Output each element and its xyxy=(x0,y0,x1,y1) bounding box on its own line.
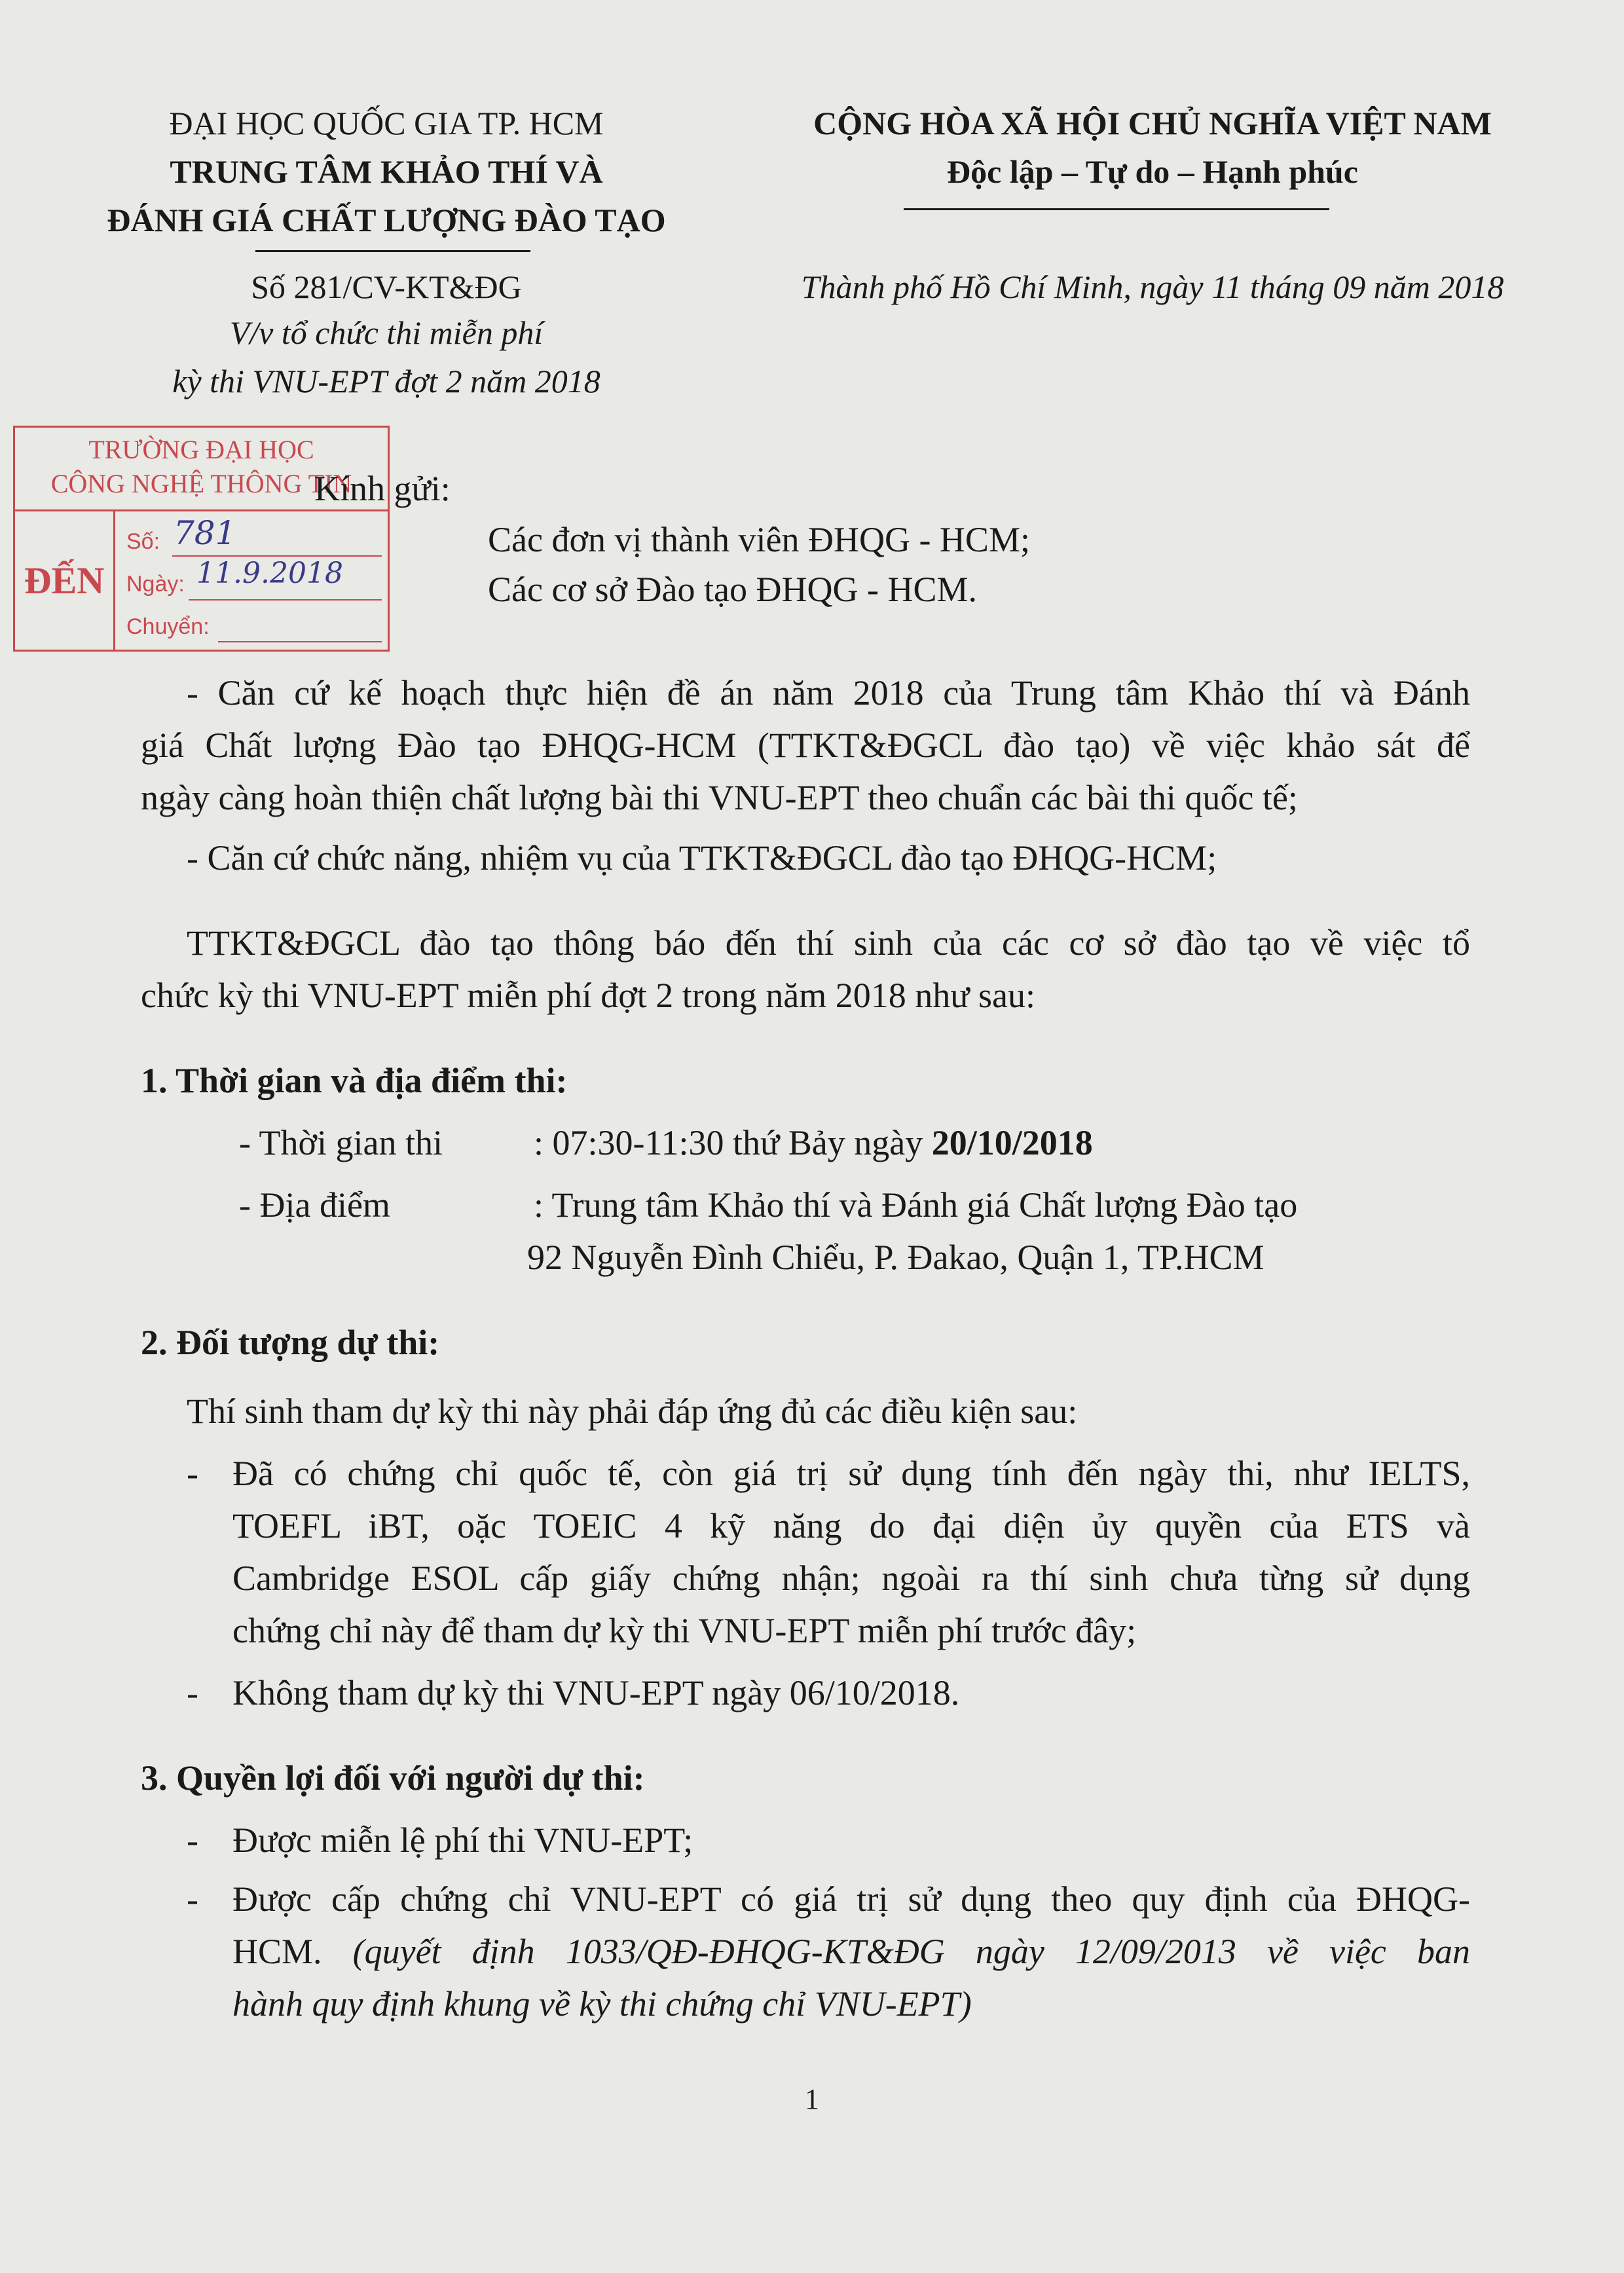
date-line: Thành phố Hồ Chí Minh, ngày 11 tháng 09 năm 2018 xyxy=(801,268,1504,305)
condition-2: Không tham dự kỳ thi VNU-EPT ngày 06/10/2018. xyxy=(232,1673,960,1712)
right-2-decision-ref: (quyết định 1033/QĐ-ĐHQG-KT&ĐG ngày 12/09/2013 về việc ban xyxy=(352,1932,1470,1971)
exam-time-label: - Thời gian thi xyxy=(239,1123,443,1162)
header-right-rule xyxy=(904,208,1329,210)
right-2-line2 xyxy=(232,1925,1470,1978)
basis-2: - Căn cứ chức năng, nhiệm vụ của TTKT&ĐGCL đào tạo ĐHQG-HCM; xyxy=(187,838,1217,878)
recipients-label: Kính gửi: xyxy=(314,469,451,508)
condition-1-line2: TOEFL iBT, oặc TOEIC 4 kỹ năng do đại diện ủy quyền của ETS và xyxy=(232,1506,1470,1545)
condition-1-dash: - xyxy=(187,1454,198,1493)
country-name: CỘNG HÒA XÃ HỘI CHỦ NGHĨA VIỆT NAM xyxy=(813,105,1492,141)
university-name: ĐẠI HỌC QUỐC GIA TP. HCM xyxy=(169,105,604,141)
center-name-line2: ĐÁNH GIÁ CHẤT LƯỢNG ĐÀO TẠO xyxy=(107,202,666,238)
stamp-chuyen-label: Chuyển: xyxy=(126,614,210,639)
intro-line1: TTKT&ĐGCL đào tạo thông báo đến thí sinh của các cơ sở đào tạo về việc tổ xyxy=(187,923,1470,963)
right-2-hcm: HCM. xyxy=(232,1932,353,1971)
stamp-ngay-underline xyxy=(189,599,382,601)
condition-1-line1: Đã có chứng chỉ quốc tế, còn giá trị sử dụng tính đến ngày thi, như IELTS, xyxy=(232,1454,1470,1493)
subject-line1: V/v tổ chức thi miễn phí xyxy=(229,314,544,351)
stamp-vertical-divider xyxy=(113,511,115,650)
stamp-chuyen-underline xyxy=(218,641,382,642)
basis-1-line3: ngày càng hoàn thiện chất lượng bài thi VNU-EPT theo chuẩn các bài thi quốc tế; xyxy=(141,778,1298,817)
exam-date: 20/10/2018 xyxy=(931,1123,1093,1162)
exam-time-text: : 07:30-11:30 thứ Bảy ngày xyxy=(534,1123,932,1162)
right-2-line3: hành quy định khung về kỳ thi chứng chỉ VNU-EPT) xyxy=(232,1984,972,2024)
stamp-ngay-handwritten: 11.9.2018 xyxy=(196,557,343,590)
recipient-1: Các đơn vị thành viên ĐHQG - HCM; xyxy=(488,520,1030,559)
basis-1-line1: - Căn cứ kế hoạch thực hiện đề án năm 2018 của Trung tâm Khảo thí và Đánh xyxy=(187,673,1470,712)
section3-title: 3. Quyền lợi đối với người dự thi: xyxy=(141,1758,645,1798)
recipient-2: Các cơ sở Đào tạo ĐHQG - HCM. xyxy=(488,570,977,609)
center-name-line1: TRUNG TÂM KHẢO THÍ VÀ xyxy=(170,153,603,190)
section2-intro: Thí sinh tham dự kỳ thi này phải đáp ứng đủ các điều kiện sau: xyxy=(187,1392,1078,1431)
exam-place-value2: 92 Nguyễn Đình Chiểu, P. Đakao, Quận 1, TP.HCM xyxy=(527,1238,1264,1277)
exam-place-value1: : Trung tâm Khảo thí và Đánh giá Chất lượng Đào tạo xyxy=(534,1185,1298,1225)
condition-2-dash: - xyxy=(187,1673,198,1712)
condition-1-line4: chứng chỉ này để tham dự kỳ thi VNU-EPT miễn phí trước đây; xyxy=(232,1611,1137,1650)
document-number: Số 281/CV-KT&ĐG xyxy=(251,268,522,305)
basis-1-line2: giá Chất lượng Đào tạo ĐHQG-HCM (TTKT&ĐGCL đào tạo) về việc khảo sát để xyxy=(141,726,1470,765)
page-number: 1 xyxy=(805,2083,819,2115)
stamp-so-label: Số: xyxy=(126,529,160,554)
national-motto: Độc lập – Tự do – Hạnh phúc xyxy=(947,153,1358,190)
subject-line2: kỳ thi VNU-EPT đợt 2 năm 2018 xyxy=(172,363,600,399)
stamp-line2: CÔNG NGHỆ THÔNG TIN xyxy=(50,469,352,498)
section2-title: 2. Đối tượng dự thi: xyxy=(141,1323,440,1362)
exam-place-label: - Địa điểm xyxy=(239,1185,390,1225)
header-left-rule xyxy=(255,250,530,252)
intro-line2: chức kỳ thi VNU-EPT miễn phí đợt 2 trong năm 2018 như sau: xyxy=(141,976,1035,1015)
stamp-so-handwritten: 781 xyxy=(174,514,236,552)
exam-time-value xyxy=(534,1117,1093,1169)
stamp-ngay-label: Ngày: xyxy=(126,572,185,597)
right-1: Được miễn lệ phí thi VNU-EPT; xyxy=(232,1820,693,1860)
right-1-dash: - xyxy=(187,1820,198,1860)
stamp-line1: TRƯỜNG ĐẠI HỌC xyxy=(88,435,314,464)
right-2-line1: Được cấp chứng chỉ VNU-EPT có giá trị sử dụng theo quy định của ĐHQG- xyxy=(232,1879,1470,1919)
stamp-den: ĐẾN xyxy=(24,559,105,602)
section1-title: 1. Thời gian và địa điểm thi: xyxy=(141,1061,568,1100)
condition-1-line3: Cambridge ESOL cấp giấy chứng nhận; ngoài ra thí sinh chưa từng sử dụng xyxy=(232,1559,1470,1598)
right-2-dash: - xyxy=(187,1879,198,1919)
